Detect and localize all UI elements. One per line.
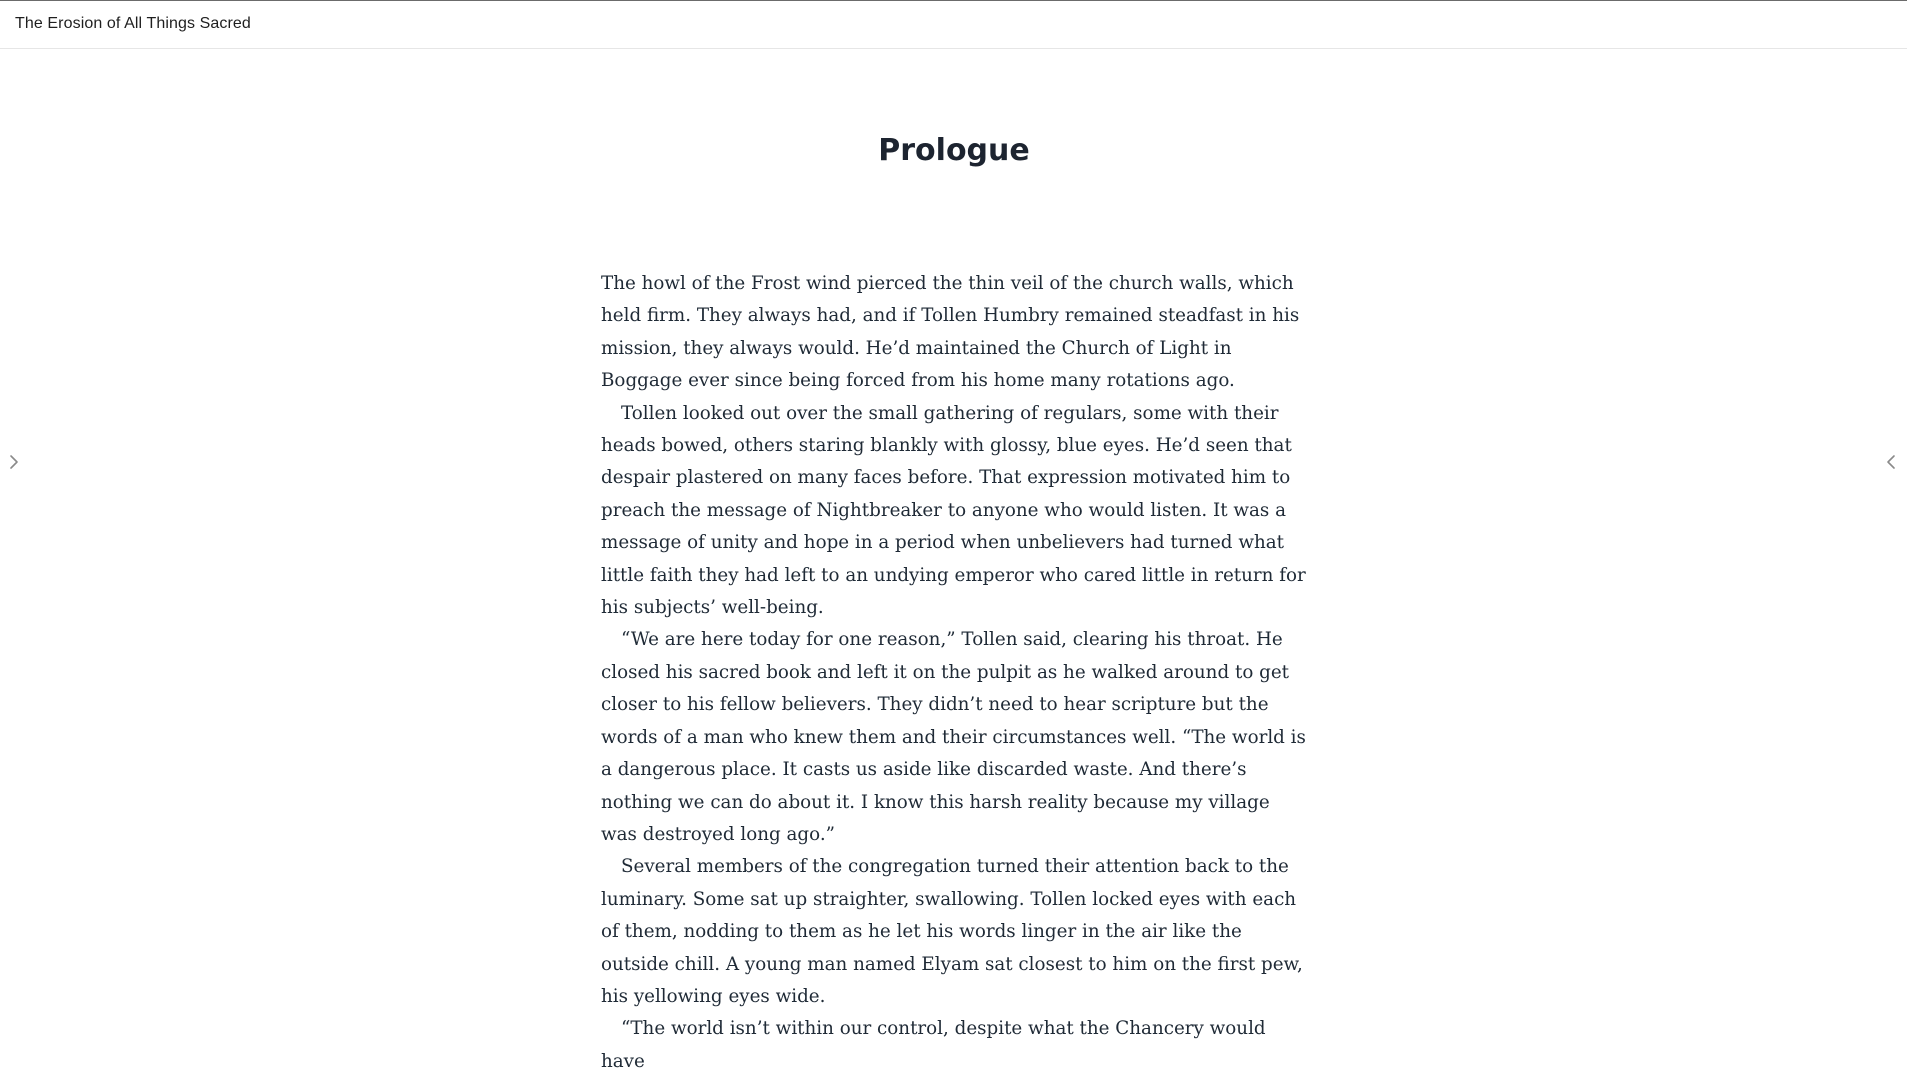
- paragraph: “The world isn’t within our control, despite what the Chancery would have: [601, 1018, 1266, 1072]
- paragraph: Tollen looked out over the small gathering of regulars, some with their heads bowed, others staring blankly with glossy, blue eyes. He’d seen that despair plastered on many faces before. That expression motivated him to preach the message of Nightbreaker to anyone who would listen. It was a message of unity and hope in a period when unbelievers had turned what little faith they had left to an undying emperor who cared little in return for his subjects’ well-being.: [601, 402, 1306, 619]
- paragraph: Several members of the congregation turned their attention back to the luminary. Some sat up straighter, swallowing. Tollen locked eyes with each of them, nodding to them as he let his words linger in the air like the outside chill. A young man named Elyam sat closest to him on the first pew, his yellowing eyes wide.: [601, 856, 1303, 1007]
- chevron-right-icon: [4, 450, 24, 474]
- paragraph: “We are here today for one reason,” Tollen said, clearing his throat. He closed his sacred book and left it on the pulpit as he walked around to get closer to his fellow believers. They didn’t need to hear scripture but the words of a man who knew them and their circumstances well. “The world is a dangerous place. It casts us aside like discarded waste. And there’s nothing we can do about it. I know this harsh reality because my village was destroyed long ago.”: [601, 629, 1306, 845]
- chevron-left-icon: [1881, 450, 1901, 474]
- reader-header: [0, 0, 1907, 49]
- previous-page-button[interactable]: [1881, 450, 1901, 474]
- next-page-button[interactable]: [4, 450, 24, 474]
- reading-pane: [601, 50, 1307, 1072]
- book-title: The Erosion of All Things Sacred: [15, 15, 251, 32]
- paragraph: The howl of the Frost wind pierced the thin veil of the church walls, which held firm. They always had, and if Tollen Humbry remained steadfast in his mission, they always would. He’d maintained the Church of Light in Boggage ever since being forced from his home many rotations ago.: [601, 273, 1300, 392]
- chapter-title: Prologue: [878, 133, 1030, 168]
- chapter-body: [601, 268, 1307, 1078]
